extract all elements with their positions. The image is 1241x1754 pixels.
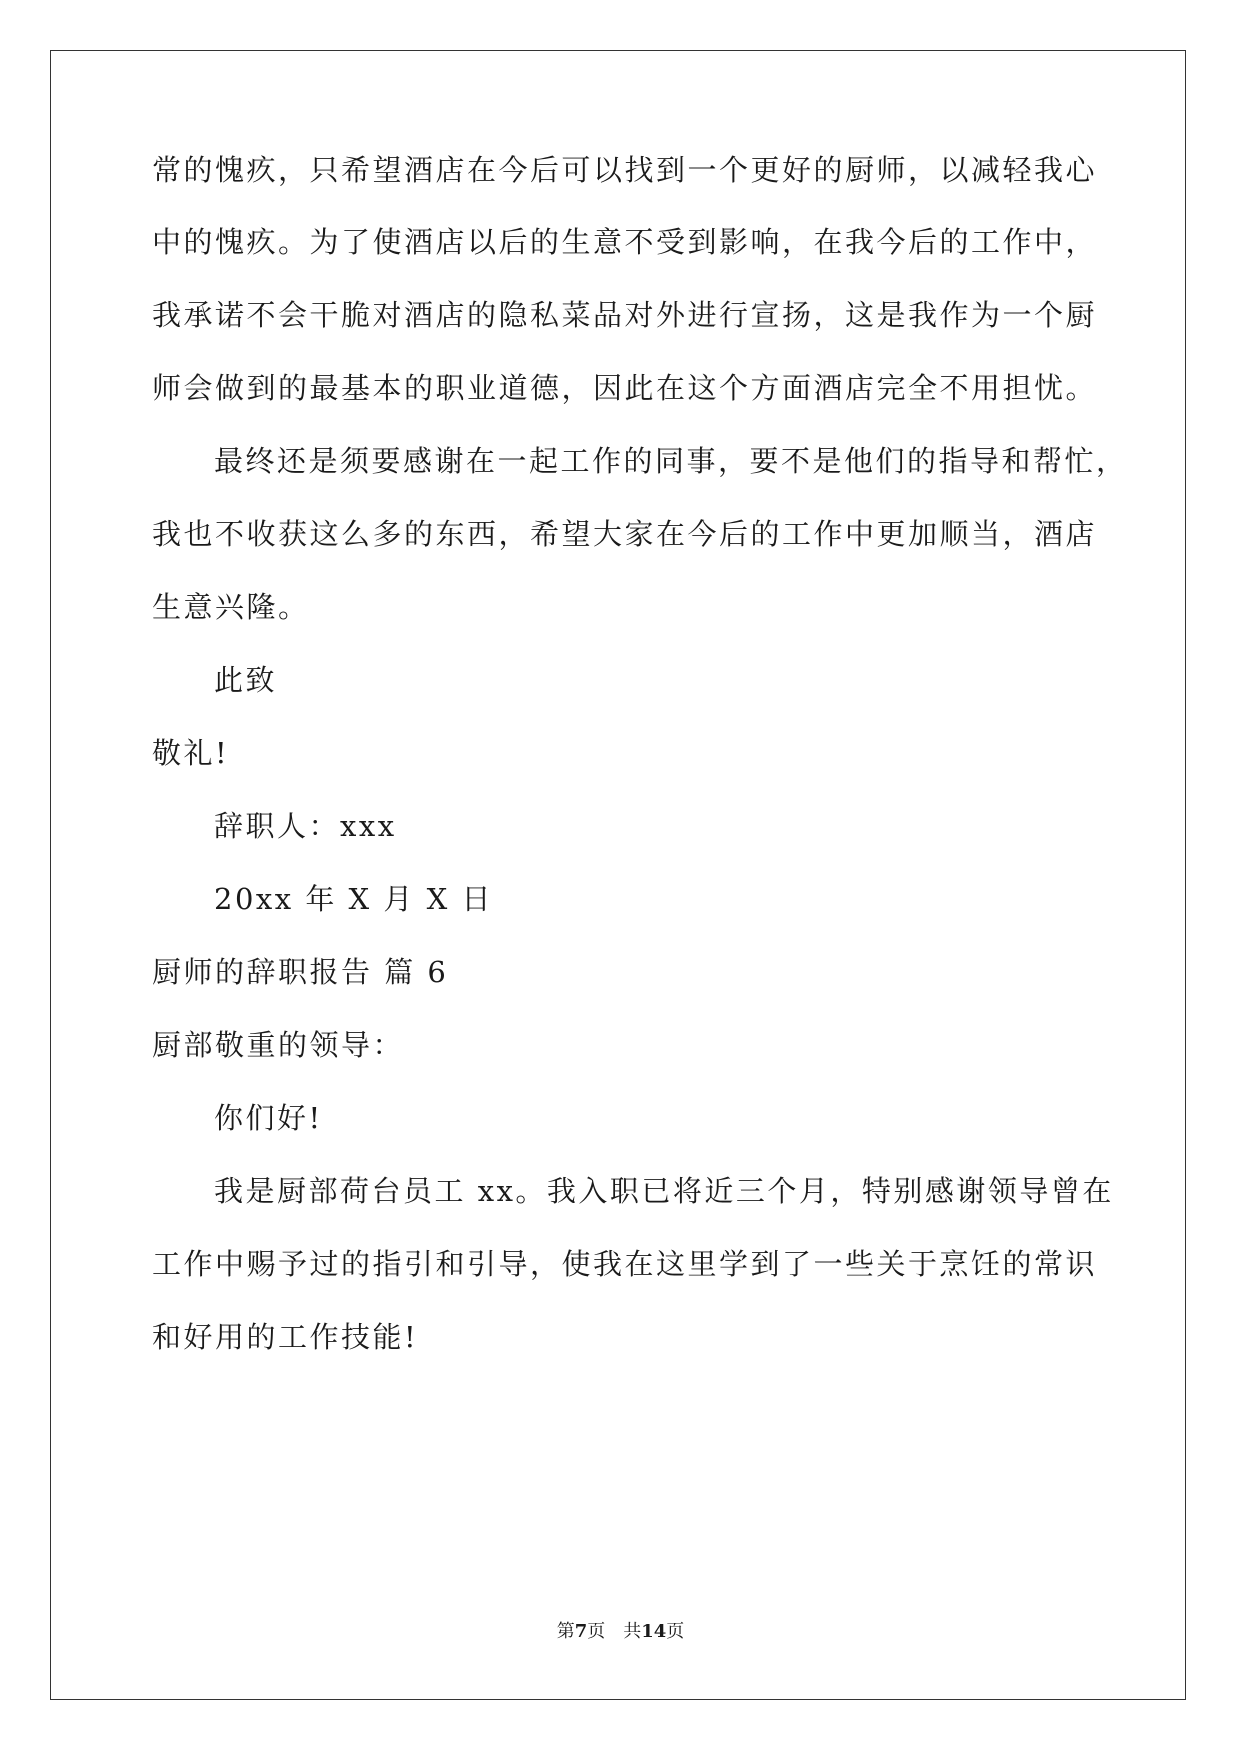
text-line-15: 我是厨部荷台员工 xx。我入职已将近三个月，特别感谢领导曾在	[214, 1174, 1114, 1208]
closing-regards: 敬礼!	[152, 736, 230, 770]
closing-salutation: 此致	[214, 663, 278, 697]
text-line-4: 师会做到的最基本的职业道德，因此在这个方面酒店完全不用担忧。	[152, 371, 1098, 405]
footer-current-page: 7	[574, 1621, 588, 1642]
text-line-16: 工作中赐予过的指引和引导，使我在这里学到了一些关于烹饪的常识	[152, 1247, 1098, 1281]
footer-middle: 页 共	[587, 1621, 642, 1642]
footer-suffix: 页	[666, 1621, 685, 1642]
greeting-hello: 你们好!	[214, 1101, 323, 1135]
footer-prefix: 第	[556, 1621, 575, 1642]
text-line-6: 我也不收获这么多的东西，希望大家在今后的工作中更加顺当，酒店	[152, 517, 1098, 551]
signature-line: 辞职人：xxx	[214, 809, 397, 843]
text-line-1: 常的愧疚，只希望酒店在今后可以找到一个更好的厨师，以减轻我心	[152, 153, 1098, 187]
footer-total-pages: 14	[641, 1621, 667, 1642]
text-line-3: 我承诺不会干脆对酒店的隐私菜品对外进行宣扬，这是我作为一个厨	[152, 298, 1098, 332]
text-line-5: 最终还是须要感谢在一起工作的同事，要不是他们的指导和帮忙，	[214, 444, 1128, 478]
text-line-7: 生意兴隆。	[152, 590, 310, 624]
text-line-2: 中的愧疚。为了使酒店以后的生意不受到影响，在我今后的工作中，	[152, 225, 1098, 259]
text-line-17: 和好用的工作技能!	[152, 1320, 419, 1354]
section-heading: 厨师的辞职报告 篇 6	[152, 955, 449, 989]
date-line: 20xx 年 X 月 X 日	[214, 882, 493, 916]
page-footer	[0, 1620, 1241, 1644]
greeting-recipient: 厨部敬重的领导：	[152, 1028, 405, 1062]
